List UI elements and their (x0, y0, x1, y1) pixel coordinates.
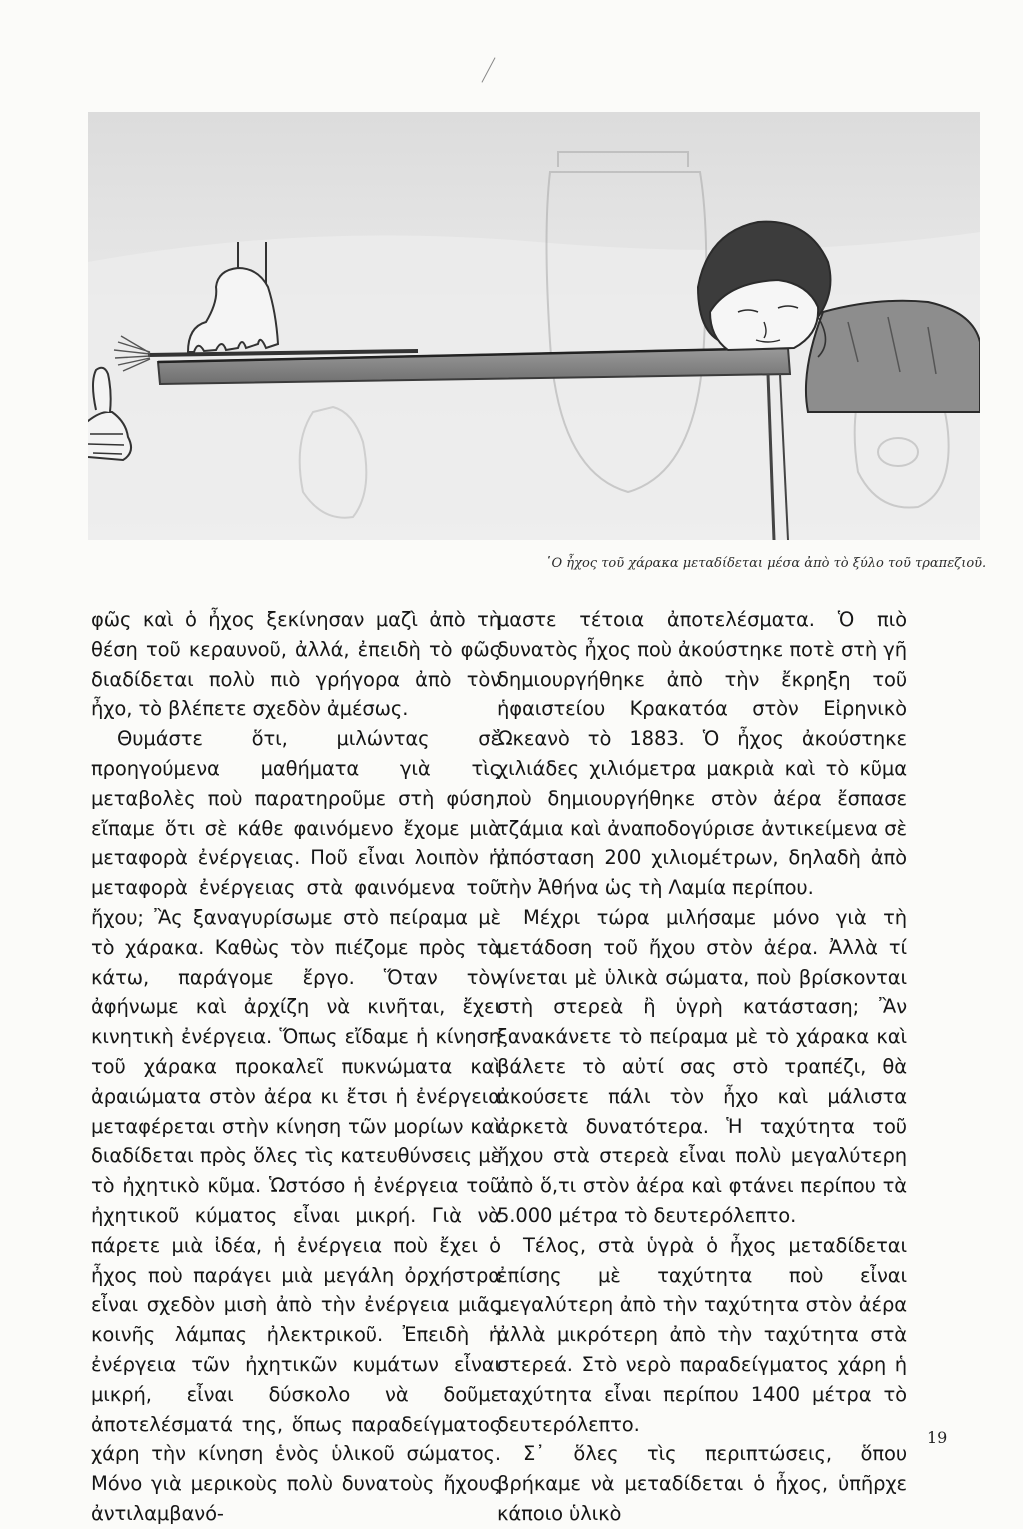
page-number: 19 (927, 1428, 948, 1447)
paragraph: Θυμάστε ὅτι, μιλώντας σὲ προηγούμενα μαθήματα γιὰ τὶς μεταβολὲς ποὺ παρατηροῦμε στὴ φύση, εἴπαμε ὅτι σὲ κάθε φαινόμενο ἔχομε μιὰ μεταφορὰ ἐνέργειας. Ποῦ εἶναι λοιπὸν ἡ μεταφορὰ ἐνέργειας στὰ φαινόμενα τοῦ ἤχου; Ἂς ξαναγυρίσωμε στὸ πείραμα μὲ τὸ χάρακα. Καθὼς τὸν πιέζομε πρὸς τὰ κάτω, παράγομε ἔργο. Ὅταν τὸν ἀφήνωμε καὶ ἀρχίζη νὰ κινῆται, ἔχει κινητικὴ ἐνέργεια. Ὅπως εἴδαμε ἡ κίνηση τοῦ χάρακα προκαλεῖ πυκνώματα καὶ ἀραιώματα στὸν ἀέρα κι ἔτσι ἡ ἐνέργεια μεταφέρεται στὴν κίνηση τῶν μορίων καὶ διαδίδεται πρὸς ὅλες τὶς κατευθύνσεις μὲ τὸ ἠχητικὸ κῦμα. Ὡστόσο ἡ ἐνέργεια τοῦ ἠχητικοῦ κύματος εἶναι μικρή. Γιὰ νὰ πάρετε μιὰ ἰδέα, ἡ ἐνέργεια ποὺ ἔχει ὁ ἦχος ποὺ παράγει μιὰ μεγάλη ὀρχήστρα εἶναι σχεδὸν μισὴ ἀπὸ τὴν ἐνέργεια μιᾶς κοινῆς λάμπας ἠλεκτρικοῦ. Ἐπειδὴ ἡ ἐνέργεια τῶν ἠχητικῶν κυμάτων εἶναι μικρή, εἶναι δύσκολο νὰ δοῦμε ἀποτελέσματά της, ὅπως παραδείγματος χάρη τὴν κίνηση ἑνὸς ὑλικοῦ σώματος. Μόνο γιὰ μερικοὺς πολὺ δυνατοὺς ἤχους ἀντιλαμβανό- (91, 727, 501, 1525)
text-column-left (91, 605, 501, 1529)
paragraph: φῶς καὶ ὁ ἦχος ξεκίνησαν μαζὶ ἀπὸ τὴ θέση τοῦ κεραυνοῦ, ἀλλά, ἐπειδὴ τὸ φῶς διαδίδεται πολὺ πιὸ γρήγορα ἀπὸ τὸν ἦχο, τὸ βλέπετε σχεδὸν ἀμέσως. (91, 608, 501, 721)
paragraph: Μέχρι τώρα μιλήσαμε μόνο γιὰ τὴ μετάδοση τοῦ ἤχου στὸν ἀέρα. Ἀλλὰ τί γίνεται μὲ ὑλικὰ σώματα, ποὺ βρίσκονται στὴ στερεὰ ἢ ὑγρὴ κατάσταση; Ἂν ξανακάνετε τὸ πείραμα μὲ τὸ χάρακα καὶ βάλετε τὸ αὐτί σας στὸ τραπέζι, θὰ ἀκούσετε πάλι τὸν ἦχο καὶ μάλιστα ἀρκετὰ δυνατότερα. Ἡ ταχύτητα τοῦ ἤχου στὰ στερεὰ εἶναι πολὺ μεγαλύτερη ἀπὸ ὅ,τι στὸν ἀέρα καὶ φτάνει περίπου τὰ 5.000 μέτρα τὸ δευτερόλεπτο. (497, 905, 907, 1227)
text-column-right (497, 605, 907, 1529)
figure-caption: ῾Ο ἦχος τοῦ χάρακα μεταδίδεται μέσα ἀπὸ τὸ ξύλο τοῦ τραπεζιοῦ. (545, 556, 987, 571)
paragraph: Τέλος, στὰ ὑγρὰ ὁ ἦχος μεταδίδεται ἐπίσης μὲ ταχύτητα ποὺ εἶναι μεγαλύτερη ἀπὸ τὴν ταχύτητα στὸν ἀέρα ἀλλὰ μικρότερη ἀπὸ τὴν ταχύτητα στὰ στερεά. Στὸ νερὸ παραδείγματος χάρη ἡ ταχύτητα εἶναι περίπου 1400 μέτρα τὸ δευτερόλεπτο. (497, 1233, 907, 1436)
ruler-table-experiment-drawing (88, 112, 980, 540)
stray-pencil-mark (481, 57, 495, 82)
paragraph: μαστε τέτοια ἀποτελέσματα. Ὁ πιὸ δυνατὸς ἦχος ποὺ ἀκούστηκε ποτὲ στὴ γῆ δημιουργήθηκε ἀπὸ τὴν ἔκρηξη τοῦ ἡφαιστείου Κρακατόα στὸν Εἰρηνικὸ Ὠκεανὸ τὸ 1883. Ὁ ἦχος ἀκούστηκε χιλιάδες χιλιόμετρα μακριὰ καὶ τὸ κῦμα ποὺ δημιουργήθηκε στὸν ἀέρα ἔσπασε τζάμια καὶ ἀναποδογύρισε ἀντικείμενα σὲ ἀπόσταση 200 χιλιομέτρων, δηλαδὴ ἀπὸ τὴν Ἀθήνα ὡς τὴ Λαμία περίπου. (497, 608, 907, 900)
figure-illustration (88, 112, 980, 540)
paragraph: Σ᾿ ὅλες τὶς περιπτώσεις, ὅπου βρήκαμε νὰ μεταδίδεται ὁ ἦχος, ὑπῆρχε κάποιο ὑλικὸ (497, 1442, 907, 1525)
